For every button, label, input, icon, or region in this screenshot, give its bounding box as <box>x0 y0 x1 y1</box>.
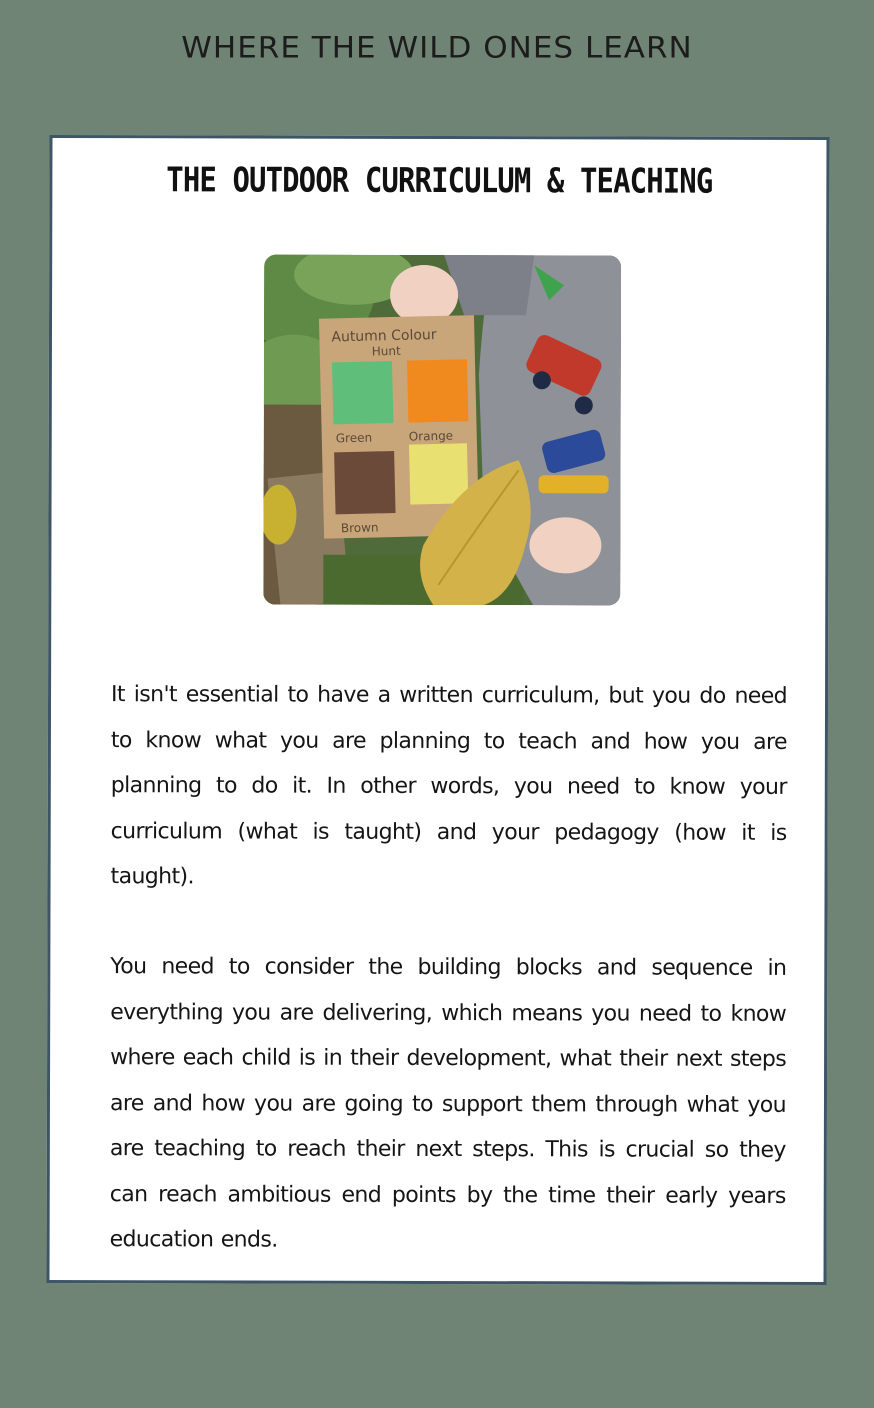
swatch-yellow <box>409 443 468 504</box>
content-card <box>46 135 829 1285</box>
swatch-label: Green <box>335 430 373 446</box>
card-subheading-text: Hunt <box>371 343 401 359</box>
brand-title: WHERE THE WILD ONES LEARN <box>181 30 693 66</box>
swatch-orange <box>407 359 468 422</box>
swatch-label: Orange <box>408 428 454 444</box>
paragraph-sequence: You need to consider the building blocks and sequence in everything you are delivering, which means you need to know where each child is in their development, what their next steps are and how you are going to support them through what you are teaching to reach their next steps. This is crucial so they can reach ambitious end points by the time their early years education ends. <box>109 954 787 1253</box>
activity-photo <box>263 255 621 606</box>
paragraph-curriculum: It isn't essential to have a written curriculum, but you do need to know what you are planning to teach and how you are planning to do it. In other words, you need to know your curriculum (what is taught) and your pedagogy (how it is taught). <box>110 682 788 890</box>
card-heading-text: Autumn Colour <box>331 326 437 346</box>
swatch-green <box>332 361 393 424</box>
swatch-label: Brown <box>340 520 379 536</box>
swatch-brown <box>334 451 395 514</box>
page-title: THE OUTDOOR CURRICULUM & TEACHING <box>166 160 713 202</box>
